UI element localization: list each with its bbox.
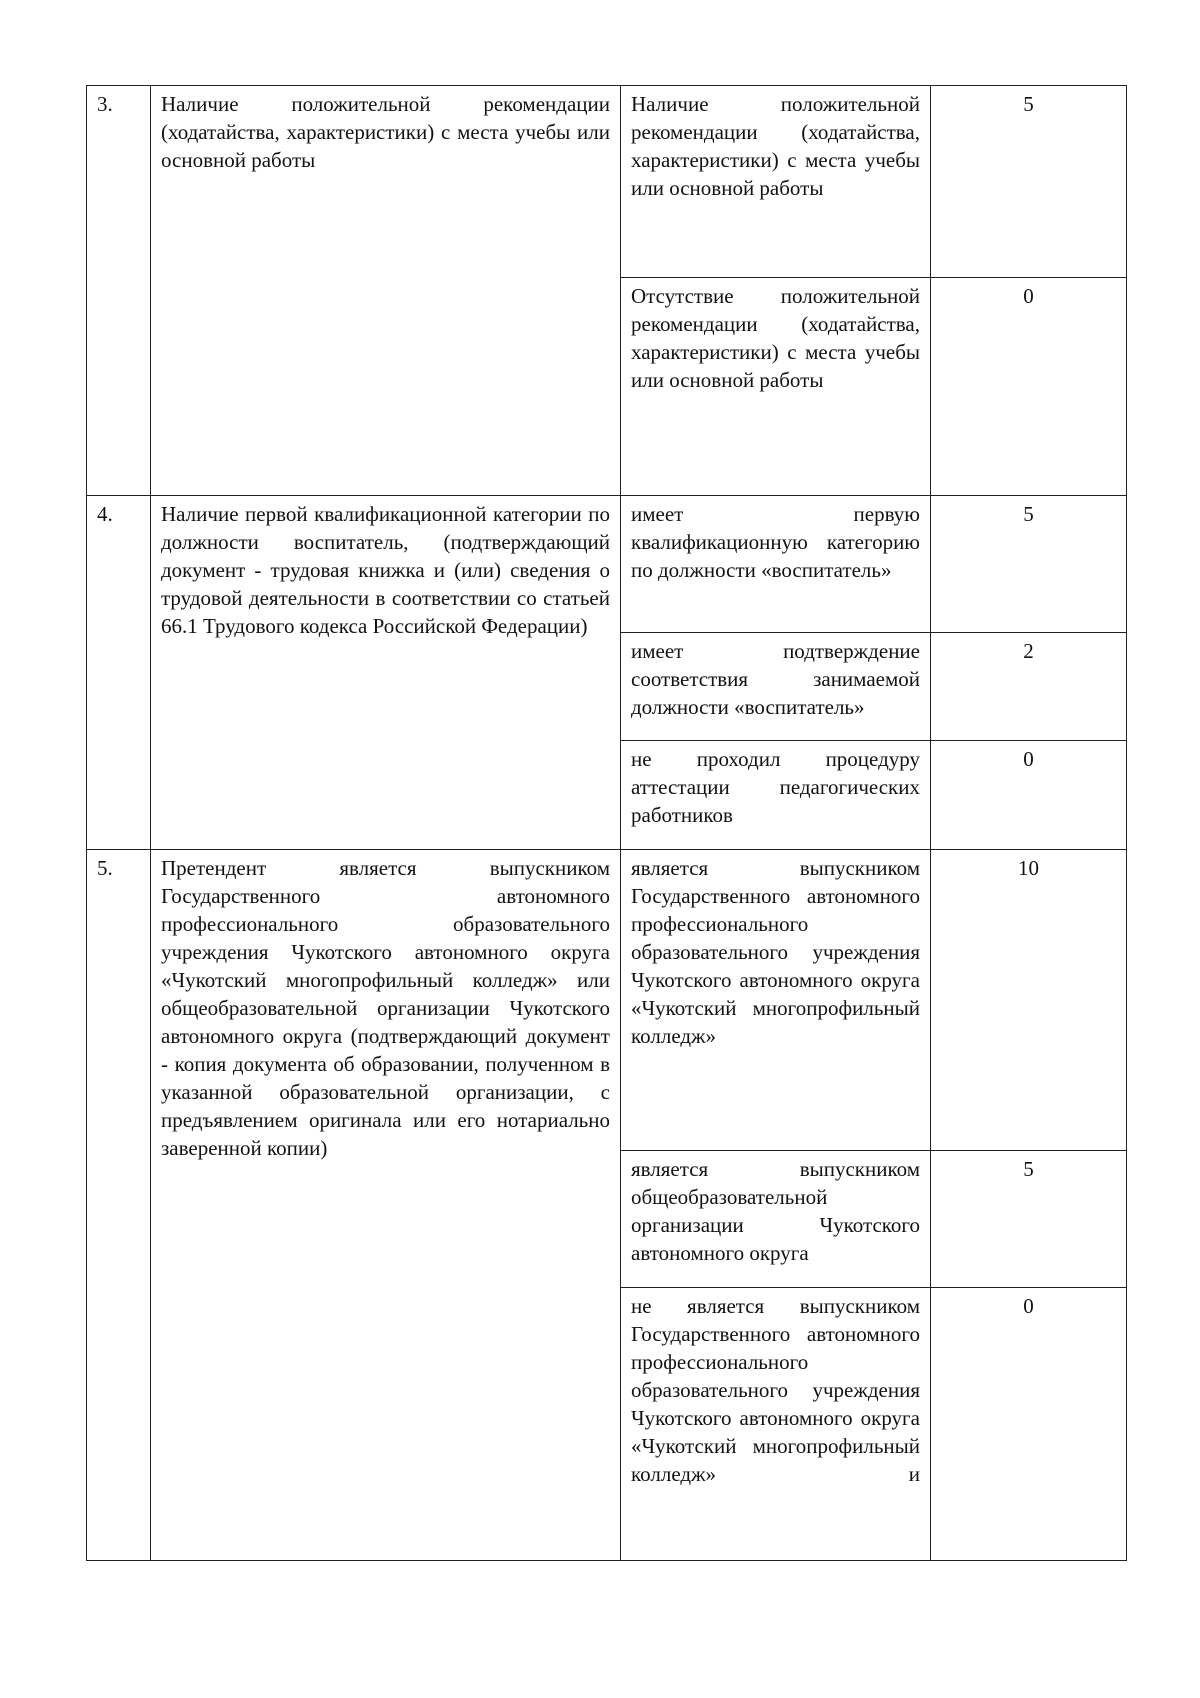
criterion-text: Претендент является выпускником Государственного автономного профессионального образовательного учреждения Чукотского автономного округа «Чукотский многопрофильный колледж» или общеобразовательной организации Чукотского автономного округа (подтверждающий документ - копия документа об образовании, полученном в указанной образовательной организации, с предъявлением оригинала или его нотариально заверенной копии) [151,850,621,1561]
table-row [87,86,1127,278]
table-row [87,496,1127,633]
option-description: имеет первую квалификационную категорию по должности «воспитатель» [621,496,931,633]
option-description: не проходил процедуру аттестации педагогических работников [621,741,931,850]
option-description: является выпускником Государственного автономного профессионального образовательного учреждения Чукотского автономного округа «Чукотский многопрофильный колледж» [621,850,931,1151]
option-score: 2 [931,633,1127,741]
option-score: 10 [931,850,1127,1151]
option-score: 5 [931,86,1127,278]
option-score: 0 [931,741,1127,850]
option-score: 0 [931,278,1127,496]
criterion-text: Наличие положительной рекомендации (ходатайства, характеристики) с места учебы или основной работы [151,86,621,496]
option-score: 5 [931,1151,1127,1288]
option-description: не является выпускником Государственного автономного профессионального образовательного учреждения Чукотского автономного округа «Чукотский многопрофильный колледж» и [621,1288,931,1561]
option-description: имеет подтверждение соответствия занимаемой должности «воспитатель» [621,633,931,741]
criterion-text: Наличие первой квалификационной категории по должности воспитатель, (подтверждающий документ - трудовая книжка и (или) сведения о трудовой деятельности в соответствии со статьей 66.1 Трудового кодекса Российской Федерации) [151,496,621,850]
row-number: 5. [87,850,151,1561]
option-score: 0 [931,1288,1127,1561]
table-row [87,850,1127,1151]
option-description: Наличие положительной рекомендации (ходатайства, характеристики) с места учебы или основной работы [621,86,931,278]
criteria-table [86,85,1127,1561]
option-description: является выпускником общеобразовательной организации Чукотского автономного округа [621,1151,931,1288]
option-description: Отсутствие положительной рекомендации (ходатайства, характеристики) с места учебы или основной работы [621,278,931,496]
row-number: 3. [87,86,151,496]
row-number: 4. [87,496,151,850]
option-score: 5 [931,496,1127,633]
